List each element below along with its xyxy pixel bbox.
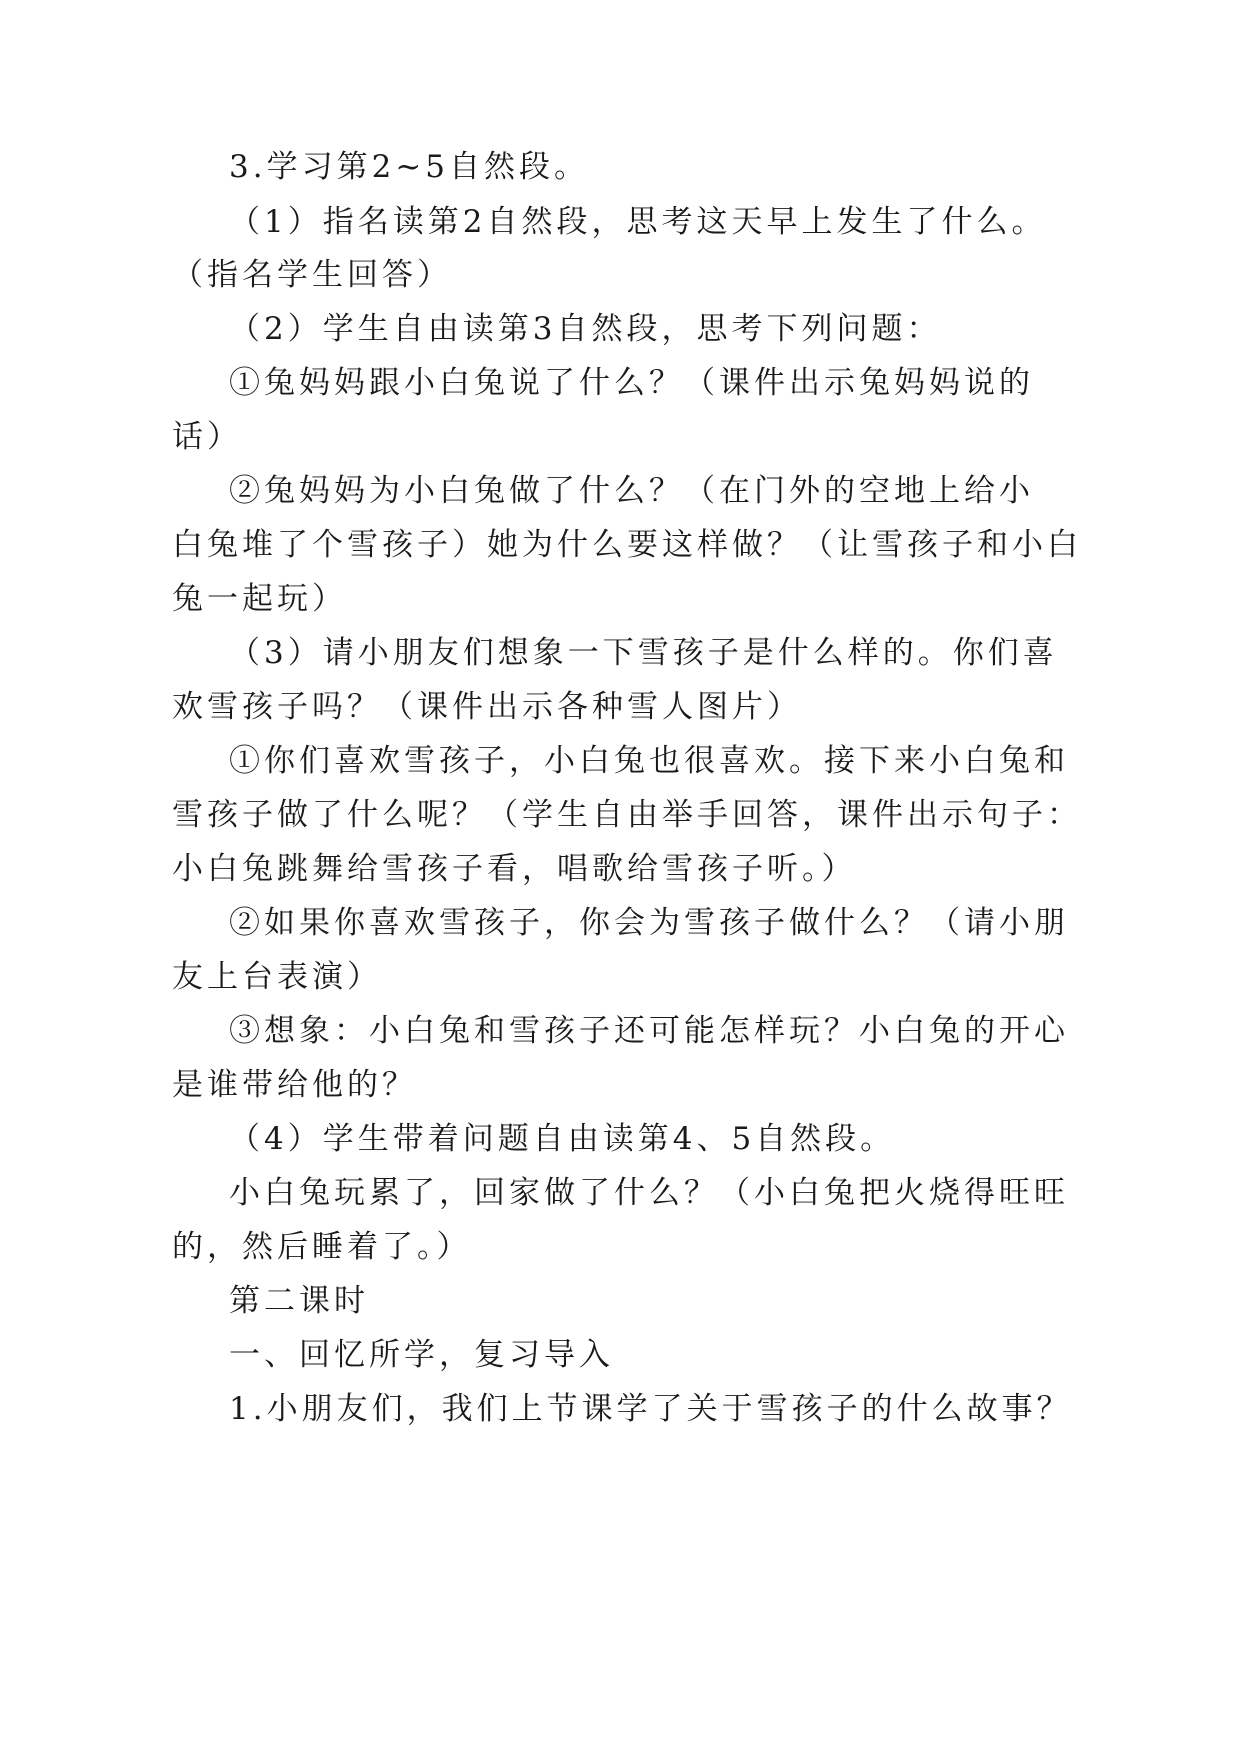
lesson-2-title: 第二课时: [229, 1283, 369, 1319]
item-4-line-2: 的，然后睡着了。）: [172, 1229, 472, 1265]
item-3-q2-line-1: ②如果你喜欢雪孩子，你会为雪孩子做什么？（请小朋: [229, 905, 1069, 941]
question-2-line-1: ②兔妈妈为小白兔做了什么？（在门外的空地上给小: [229, 473, 1034, 509]
item-4-heading: （4）学生带着问题自由读第4、5自然段。: [229, 1121, 896, 1157]
item-1-answer: （指名学生回答）: [172, 257, 452, 293]
item-3-q1-line-3: 小白兔跳舞给雪孩子看，唱歌给雪孩子听。）: [172, 851, 857, 887]
item-3-q1-line-1: ①你们喜欢雪孩子，小白兔也很喜欢。接下来小白兔和: [229, 743, 1069, 779]
item-3-q3-line-1: ③想象：小白兔和雪孩子还可能怎样玩？小白兔的开心: [229, 1013, 1069, 1049]
item-3-q3-line-2: 是谁带给他的？: [172, 1067, 417, 1103]
question-1-line-2: 话）: [172, 419, 242, 455]
item-3-line-2: 欢雪孩子吗？（课件出示各种雪人图片）: [172, 689, 802, 725]
item-3-q2-line-2: 友上台表演）: [172, 959, 382, 995]
item-2-heading: （2）学生自由读第3自然段，思考下列问题：: [229, 311, 942, 347]
item-4-line-1: 小白兔玩累了，回家做了什么？（小白兔把火烧得旺旺: [229, 1175, 1069, 1211]
section-1-heading: 一、回忆所学，复习导入: [229, 1337, 614, 1373]
item-3-q1-line-2: 雪孩子做了什么呢？（学生自由举手回答，课件出示句子：: [172, 797, 1082, 833]
question-2-line-3: 兔一起玩）: [172, 581, 347, 617]
question-2-line-2: 白兔堆了个雪孩子）她为什么要这样做？（让雪孩子和小白: [172, 527, 1082, 563]
section-1-item-1: 1.小朋友们，我们上节课学了关于雪孩子的什么故事？: [229, 1391, 1072, 1427]
question-1-line-1: ①兔妈妈跟小白兔说了什么？（课件出示兔妈妈说的: [229, 365, 1034, 401]
step-3-heading: 3.学习第2~5自然段。: [229, 149, 589, 185]
item-1-question: （1）指名读第2自然段，思考这天早上发生了什么。: [229, 204, 1047, 240]
item-3-line-1: （3）请小朋友们想象一下雪孩子是什么样的。你们喜: [229, 635, 1058, 671]
